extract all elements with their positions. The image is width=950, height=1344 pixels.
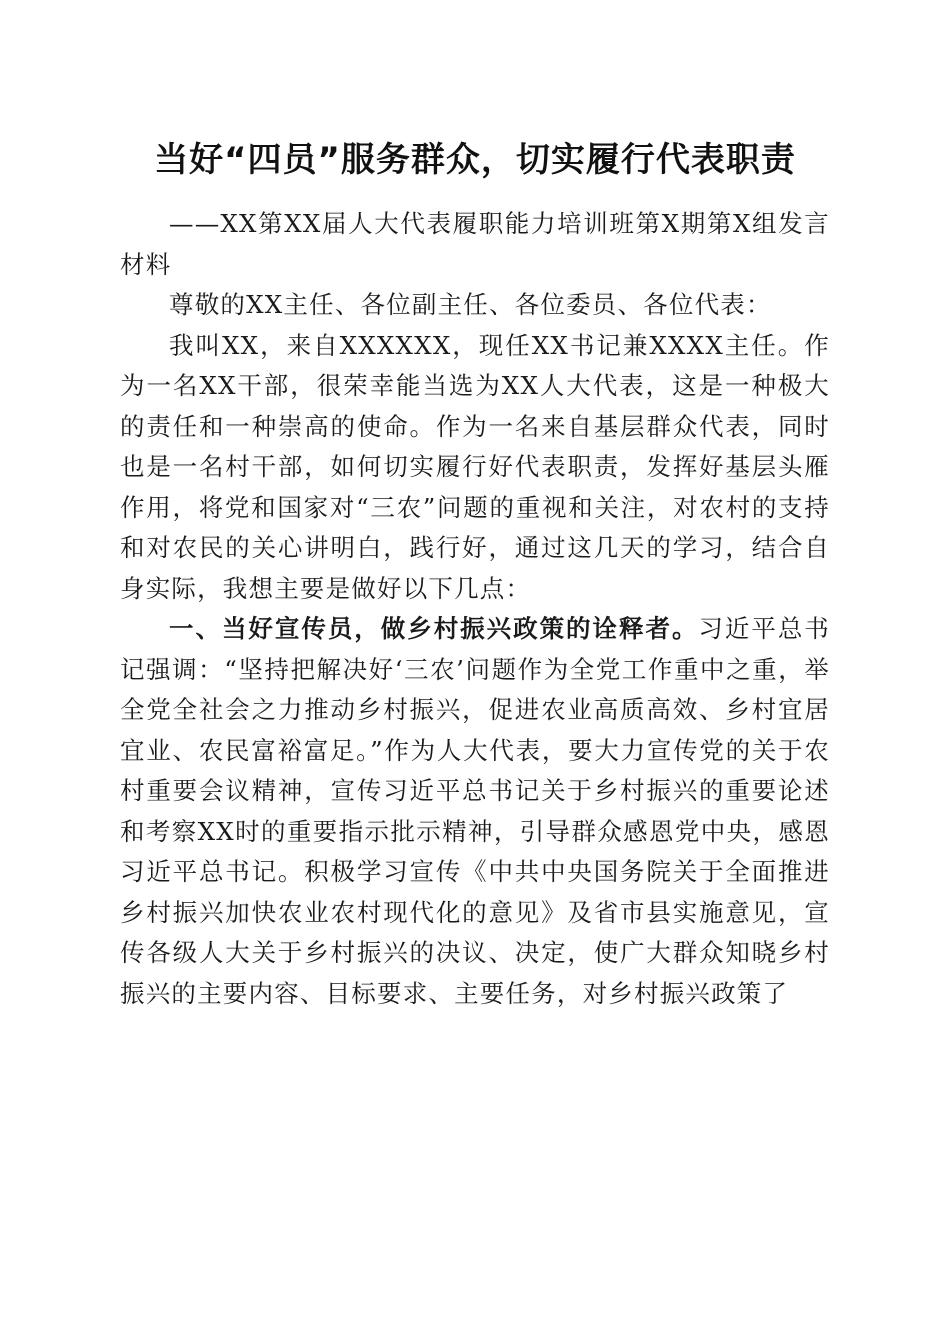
section-1-body: 习近平总书记强调：“坚持把解决好‘三农’问题作为全党工作重中之重，举全党全社会之力推动乡村振兴，促进农业高质高效、乡村宜居宜业、农民富裕富足。”作为人大代表，要大力宣传党的关于农村重要会议精神，宣传习近平总书记关于乡村振兴的重要论述和考察XX时的重要指示批示精神，引导群众感恩党中央，感恩习近平总书记。积极学习宣传《中共中央国务院关于全面推进乡村振兴加快农业农村现代化的意见》及省市县实施意见，宣传各级人大关于乡村振兴的决议、决定，使广大群众知晓乡村振兴的主要内容、目标要求、主要任务，对乡村振兴政策了: [120, 614, 831, 1008]
intro-paragraph: 我叫XX，来自XXXXXX，现任XX书记兼XXXX主任。作为一名XX干部，很荣幸能当选为XX人大代表，这是一种极大的责任和一种崇高的使命。作为一名来自基层群众代表，同时也是一名村干部，如何切实履行好代表职责，发挥好基层头雁作用，将党和国家对“三农”问题的重视和关注，对农村的支持和对农民的关心讲明白，践行好，通过这几天的学习，结合自身实际，我想主要是做好以下几点：: [120, 330, 830, 603]
document-title: 当好“四员”服务群众，切实履行代表职责: [154, 140, 796, 180]
subtitle-paragraph: ——XX第XX届人大代表履职能力培训班第X期第X组发言材料: [120, 209, 830, 279]
section-1-heading: 一、当好宣传员，做乡村振兴政策的诠释者。: [169, 614, 699, 643]
document-body: [120, 204, 830, 1014]
salutation-paragraph: 尊敬的XX主任、各位副主任、各位委员、各位代表：: [169, 290, 772, 319]
section-1-paragraph: [120, 609, 830, 1014]
